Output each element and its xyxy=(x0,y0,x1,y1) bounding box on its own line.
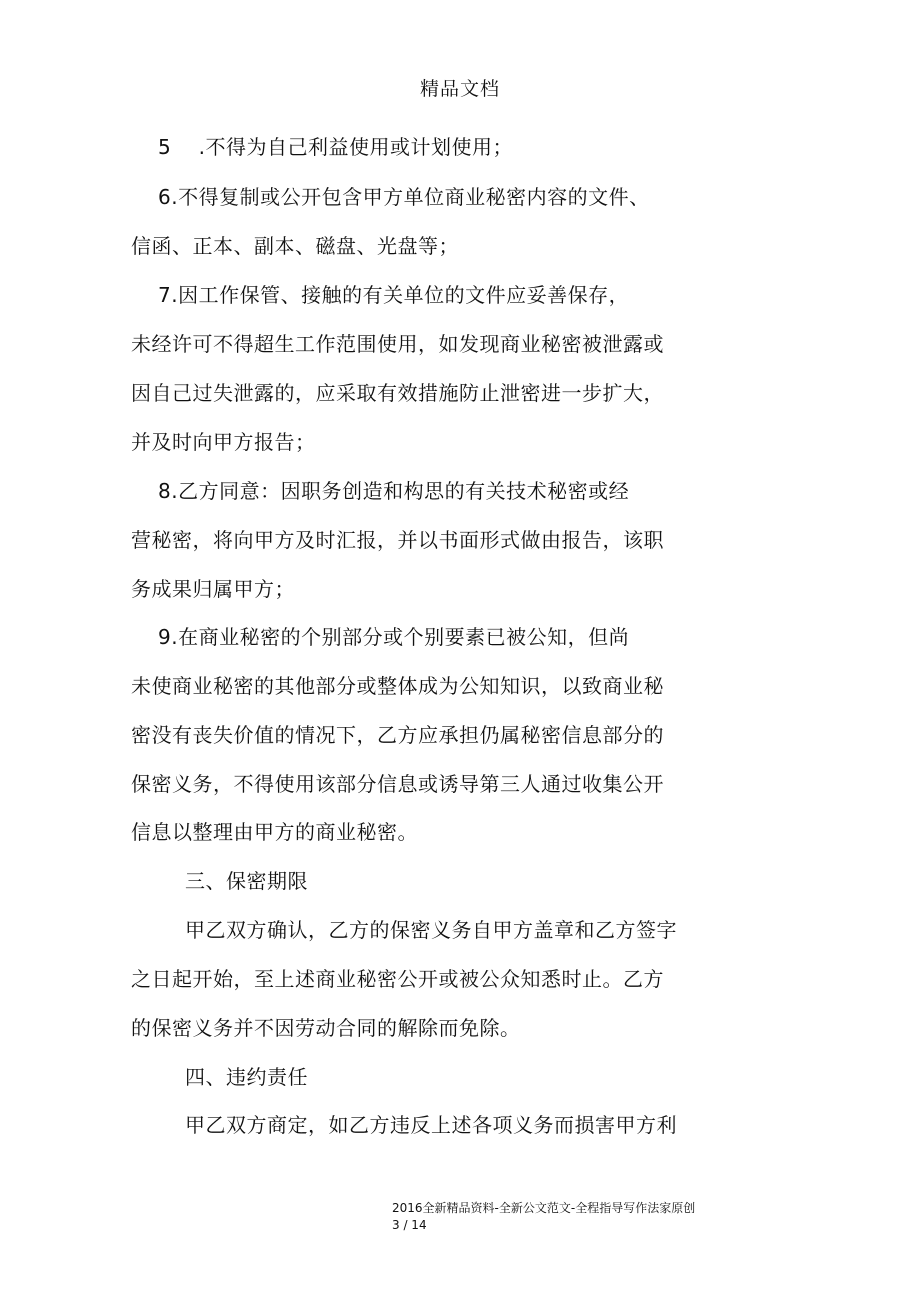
clause-9-line-4: 保密义务，不得使用该部分信息或诱导第三人通过收集公开 xyxy=(131,772,664,796)
clause-8-line-3: 务成果归属甲方； xyxy=(131,577,295,601)
page-header-title: 精品文档 xyxy=(419,78,500,100)
clause-9-line-3: 密没有丧失价值的情况下，乙方应承担仍属秘密信息部分的 xyxy=(131,723,664,747)
section-3-paragraph-line-3: 的保密义务并不因劳动合同的解除而免除。 xyxy=(131,1016,521,1040)
clause-8-line-1: 8.乙方同意：因职务创造和构思的有关技术秘密或经 xyxy=(158,479,630,503)
clause-8-line-2: 营秘密，将向甲方及时汇报，并以书面形式做由报告，该职 xyxy=(131,528,664,552)
section-4-paragraph-line-1: 甲乙双方商定，如乙方违反上述各项义务而损害甲方利 xyxy=(185,1113,677,1137)
clause-7-line-1: 7.因工作保管、接触的有关单位的文件应妥善保存， xyxy=(158,283,630,307)
footer-note: 2016全新精品资料-全新公文范文-全程指导写作法家原创 xyxy=(392,1201,696,1215)
section-heading-breach-liability: 四、违约责任 xyxy=(185,1065,308,1089)
clause-6-line-1: 6.不得复制或公开包含甲方单位商业秘密内容的文件、 xyxy=(158,185,650,209)
clause-9-line-5: 信息以整理由甲方的商业秘密。 xyxy=(131,820,418,844)
clause-6-line-2: 信函、正本、副本、磁盘、光盘等； xyxy=(131,234,459,258)
section-3-paragraph-line-2: 之日起开始，至上述商业秘密公开或被公众知悉时止。乙方 xyxy=(131,967,664,991)
clause-7-line-2: 未经许可不得超生工作范围使用，如发现商业秘密被泄露或 xyxy=(131,332,664,356)
clause-9-line-2: 未使商业秘密的其他部分或整体成为公知知识，以致商业秘 xyxy=(131,674,664,698)
clause-5-line: 5 .不得为自己利益使用或计划使用； xyxy=(158,135,514,159)
section-heading-confidentiality-period: 三、保密期限 xyxy=(185,869,308,893)
section-3-paragraph-line-1: 甲乙双方确认，乙方的保密义务自甲方盖章和乙方签字 xyxy=(185,918,677,942)
clause-7-line-4: 并及时向甲方报告； xyxy=(131,430,316,454)
clause-7-line-3: 因自己过失泄露的，应采取有效措施防止泄密进一步扩大， xyxy=(131,381,664,405)
page-number: 3 / 14 xyxy=(392,1218,427,1232)
clause-9-line-1: 9.在商业秘密的个别部分或个别要素已被公知，但尚 xyxy=(158,625,630,649)
